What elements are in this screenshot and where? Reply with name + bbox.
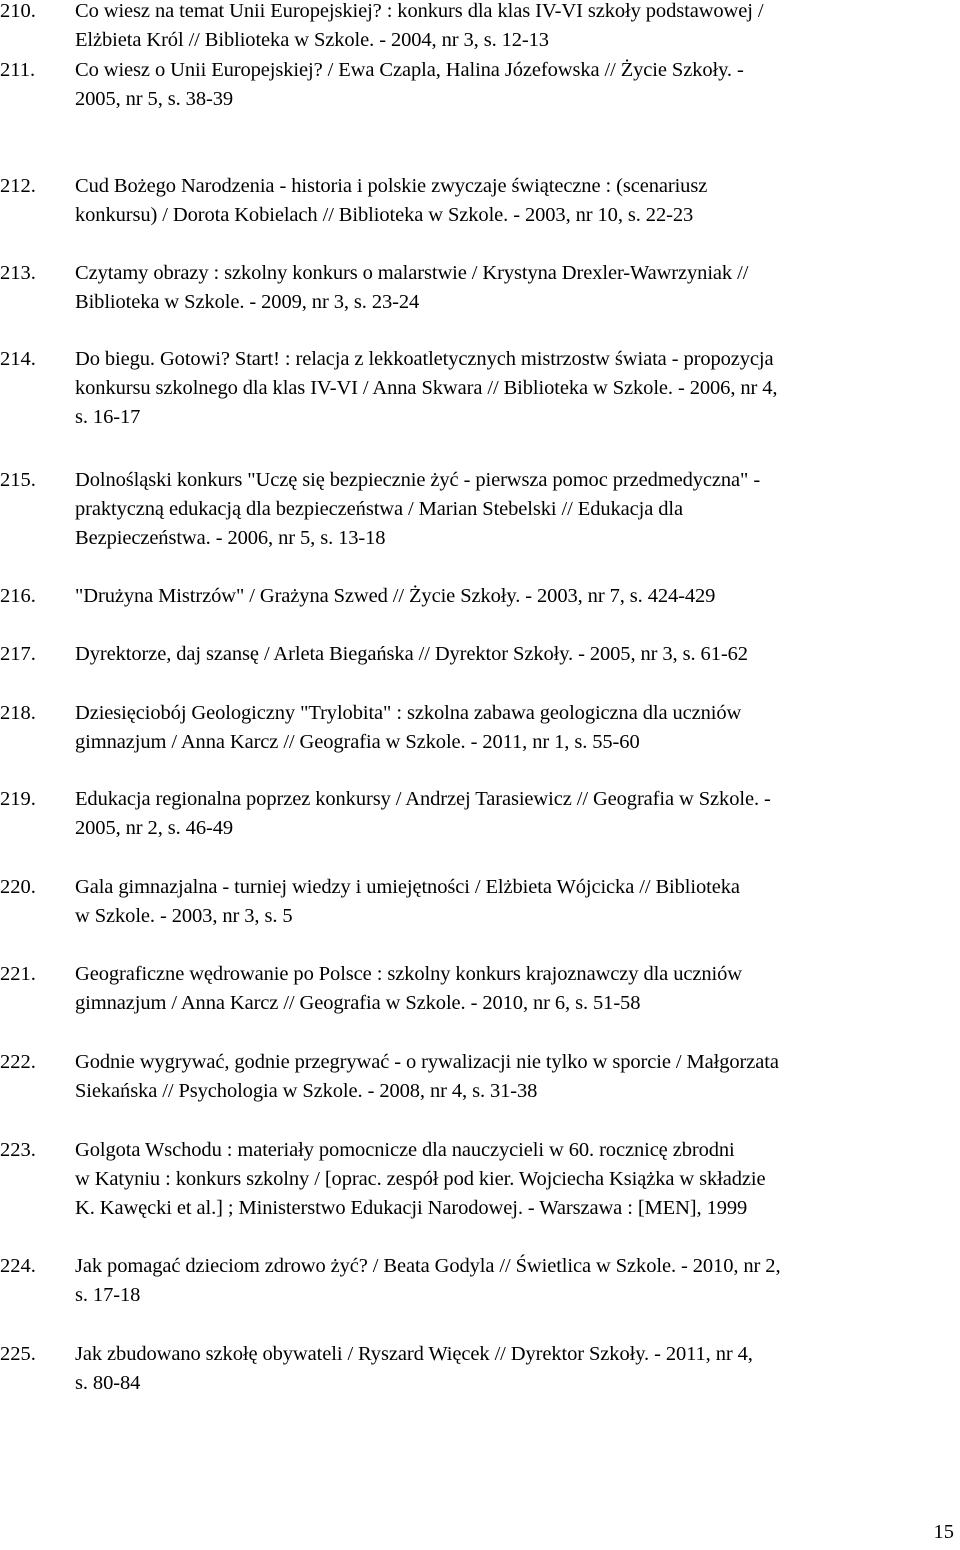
entry-line: konkursu szkolnego dla klas IV-VI / Anna Skwara // Biblioteka w Szkole. - 2006, nr 4, (75, 377, 778, 399)
entry-line: Cud Bożego Narodzenia - historia i polskie zwyczaje świąteczne : (scenariusz (75, 175, 708, 197)
entry-line: "Drużyna Mistrzów" / Grażyna Szwed // Życie Szkoły. - 2003, nr 7, s. 424-429 (75, 585, 716, 607)
bibliography-entry (0, 466, 960, 553)
entry-text (75, 56, 960, 114)
bibliography-entry (0, 1340, 960, 1398)
entry-line: Dziesięciobój Geologiczny "Trylobita" : szkolna zabawa geologiczna dla uczniów (75, 702, 742, 724)
entry-line: 2005, nr 5, s. 38-39 (75, 88, 234, 110)
entry-line: Godnie wygrywać, godnie przegrywać - o rywalizacji nie tylko w sporcie / Małgorzata (75, 1051, 779, 1073)
entry-number: 217. (0, 643, 36, 665)
bibliography-entry (0, 582, 960, 611)
entry-number: 215. (0, 469, 36, 491)
entry-text (75, 873, 960, 931)
entry-number: 219. (0, 788, 36, 810)
entry-text (75, 960, 960, 1018)
entry-number: 221. (0, 963, 36, 985)
entry-line: Dolnośląski konkurs "Uczę się bezpiecznie żyć - pierwsza pomoc przedmedyczna" - (75, 469, 761, 491)
bibliography-entry (0, 640, 960, 669)
entry-text (75, 640, 960, 669)
entry-number: 224. (0, 1255, 36, 1277)
entry-line: praktyczną edukacją dla bezpieczeństwa / Marian Stebelski // Edukacja dla (75, 498, 684, 520)
entry-number: 218. (0, 702, 36, 724)
entry-line: gimnazjum / Anna Karcz // Geografia w Szkole. - 2010, nr 6, s. 51-58 (75, 992, 641, 1014)
bibliography-entry (0, 345, 960, 432)
entry-line: Co wiesz na temat Unii Europejskiej? : konkurs dla klas IV-VI szkoły podstawowej / (75, 0, 764, 22)
entry-text (75, 1048, 960, 1106)
entry-line: 2005, nr 2, s. 46-49 (75, 817, 234, 839)
entry-line: Bezpieczeństwa. - 2006, nr 5, s. 13-18 (75, 527, 386, 549)
entry-number: 210. (0, 0, 36, 22)
entry-number: 214. (0, 348, 36, 370)
entry-text (75, 0, 960, 55)
entry-text (75, 1136, 960, 1223)
entry-text (75, 345, 960, 432)
bibliography-entry (0, 259, 960, 317)
entry-number: 212. (0, 175, 36, 197)
page-number: 15 (933, 1521, 954, 1543)
entry-line: konkursu) / Dorota Kobielach // Biblioteka w Szkole. - 2003, nr 10, s. 22-23 (75, 204, 694, 226)
entry-text (75, 785, 960, 843)
bibliography-entry (0, 1048, 960, 1106)
entry-line: Geograficzne wędrowanie po Polsce : szkolny konkurs krajoznawczy dla uczniów (75, 963, 742, 985)
entry-line: Edukacja regionalna poprzez konkursy / Andrzej Tarasiewicz // Geografia w Szkole. - (75, 788, 771, 810)
entry-line: Jak zbudowano szkołę obywateli / Ryszard Więcek // Dyrektor Szkoły. - 2011, nr 4, (75, 1343, 753, 1365)
entry-number: 211. (0, 59, 36, 81)
entry-line: Jak pomagać dzieciom zdrowo żyć? / Beata Godyla // Świetlica w Szkole. - 2010, nr 2, (75, 1255, 781, 1277)
bibliography-entry (0, 1252, 960, 1310)
entry-number: 222. (0, 1051, 36, 1073)
entry-text (75, 172, 960, 230)
entry-line: Siekańska // Psychologia w Szkole. - 2008, nr 4, s. 31-38 (75, 1080, 538, 1102)
entry-line: Biblioteka w Szkole. - 2009, nr 3, s. 23-24 (75, 291, 420, 313)
bibliography-entry (0, 1136, 960, 1223)
bibliography-entry (0, 172, 960, 230)
entry-line: s. 17-18 (75, 1284, 141, 1306)
entry-text (75, 1340, 960, 1398)
entry-line: K. Kawęcki et al.] ; Ministerstwo Edukacji Narodowej. - Warszawa : [MEN], 1999 (75, 1197, 748, 1219)
bibliography-entry (0, 56, 960, 114)
entry-number: 216. (0, 585, 36, 607)
entry-text (75, 259, 960, 317)
entry-text (75, 699, 960, 757)
entry-number: 213. (0, 262, 36, 284)
entry-text (75, 582, 960, 611)
entry-line: Do biegu. Gotowi? Start! : relacja z lekkoatletycznych mistrzostw świata - propozycja (75, 348, 774, 370)
bibliography-entry (0, 785, 960, 843)
entry-line: s. 16-17 (75, 406, 141, 428)
entry-text (75, 466, 960, 553)
entry-number: 225. (0, 1343, 36, 1365)
entry-text (75, 1252, 960, 1310)
entry-line: Gala gimnazjalna - turniej wiedzy i umiejętności / Elżbieta Wójcicka // Biblioteka (75, 876, 740, 898)
entry-line: Elżbieta Król // Biblioteka w Szkole. - 2004, nr 3, s. 12-13 (75, 29, 549, 51)
entry-line: Dyrektorze, daj szansę / Arleta Biegańska // Dyrektor Szkoły. - 2005, nr 3, s. 61-62 (75, 643, 748, 665)
bibliography-entry (0, 699, 960, 757)
entry-line: gimnazjum / Anna Karcz // Geografia w Szkole. - 2011, nr 1, s. 55-60 (75, 731, 640, 753)
bibliography-entry (0, 960, 960, 1018)
entry-number: 220. (0, 876, 36, 898)
entry-line: Czytamy obrazy : szkolny konkurs o malarstwie / Krystyna Drexler-Wawrzyniak // (75, 262, 749, 284)
entry-line: Co wiesz o Unii Europejskiej? / Ewa Czapla, Halina Józefowska // Życie Szkoły. - (75, 59, 744, 81)
entry-line: Golgota Wschodu : materiały pomocnicze dla nauczycieli w 60. rocznicę zbrodni (75, 1139, 735, 1161)
bibliography-entry (0, 873, 960, 931)
entry-line: w Katyniu : konkurs szkolny / [oprac. zespół pod kier. Wojciecha Książka w składzie (75, 1168, 766, 1190)
bibliography-entry (0, 0, 960, 55)
entry-line: w Szkole. - 2003, nr 3, s. 5 (75, 905, 293, 927)
entry-number: 223. (0, 1139, 36, 1161)
entry-line: s. 80-84 (75, 1372, 141, 1394)
